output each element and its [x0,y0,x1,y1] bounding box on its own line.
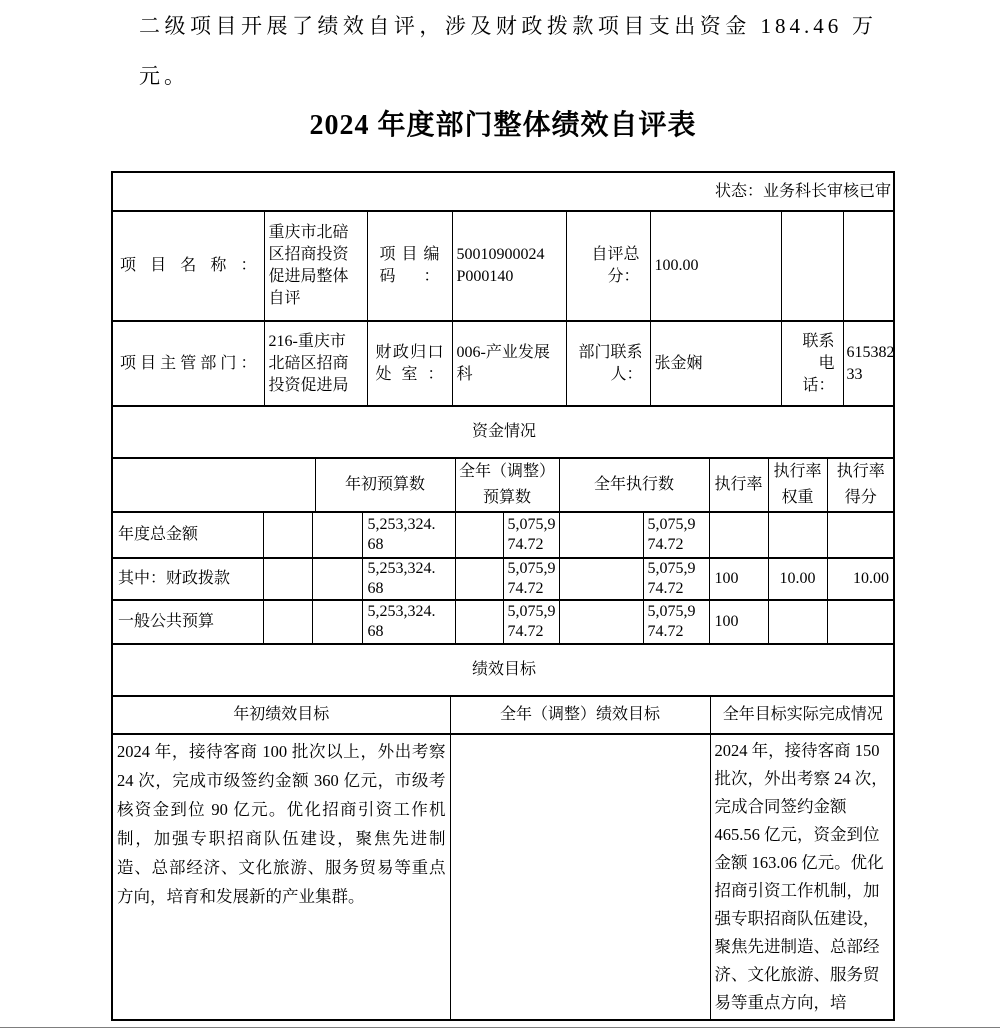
empty-cell [263,558,312,600]
project-name-value: 重庆市北碚区招商投资促进局整体自评 [264,212,367,321]
funding-col-adjusted-budget: 全年（调整）预算数 [455,459,559,512]
funding-cell-score [827,600,894,644]
dept-label: 项目主管部门： [113,321,264,406]
page-title: 2024 年度部门整体绩效自评表 [309,110,697,141]
table-row [113,645,895,696]
goals-col-initial: 年初绩效目标 [113,697,450,734]
empty-cell [559,558,643,600]
empty-cell [312,558,362,600]
funding-data-table [113,513,894,645]
funding-cell-weight: 10.00 [768,558,827,600]
funding-cell-adjusted: 5,075,974.72 [503,600,559,644]
funding-cell-initial: 5,253,324.68 [362,513,455,558]
funding-cell-rate [709,513,768,558]
goals-col-adjusted: 全年（调整）绩效目标 [450,697,710,734]
funding-row-label: 年度总金额 [113,513,263,558]
self-score-value: 100.00 [650,212,781,321]
funding-cell-score: 10.00 [827,558,894,600]
table-row [113,513,894,558]
empty-cell [263,513,312,558]
empty-cell [263,600,312,644]
empty-cell [113,459,315,512]
table-row [113,407,895,458]
funding-cell-rate: 100 [709,600,768,644]
funding-cell-executed: 5,075,974.72 [643,513,709,558]
funding-col-rate: 执行率 [709,459,768,512]
funding-row-label: 一般公共预算 [113,600,263,644]
table-row [113,558,894,600]
funding-header-table [113,459,894,513]
empty-cell [312,600,362,644]
empty-cell [455,513,503,558]
goals-table [113,697,895,1019]
project-name-label: 项目名称： [113,212,264,321]
empty-cell [843,212,895,321]
table-row [113,734,895,1019]
project-code-label: 项目编码： [367,212,452,321]
funding-cell-weight [768,513,827,558]
finance-office-value: 006-产业发展科 [452,321,566,406]
funding-cell-initial: 5,253,324.68 [362,558,455,600]
table-row [113,459,894,512]
funding-col-initial-budget: 年初预算数 [315,459,455,512]
funding-cell-adjusted: 5,075,974.72 [503,558,559,600]
funding-col-rate-weight: 执行率权重 [768,459,827,512]
status-table [113,173,895,212]
empty-cell [559,513,643,558]
funding-cell-adjusted: 5,075,974.72 [503,513,559,558]
empty-cell [781,212,843,321]
table-row [113,600,894,644]
table-row [113,321,895,406]
project-info-table [113,212,895,407]
funding-cell-initial: 5,253,324.68 [362,600,455,644]
goals-col-actual: 全年目标实际完成情况 [710,697,895,734]
intro-paragraph: 二级项目开展了绩效自评，涉及财政拨款项目支出资金 184.46 万元。 [139,14,877,88]
funding-section-title: 资金情况 [113,407,895,458]
table-row [113,173,895,211]
finance-office-label: 财政归口处室： [367,321,452,406]
phone-label: 联系电话： [781,321,843,406]
goal-initial-text: 2024 年，接待客商 100 批次以上，外出考察 24 次，完成市级签约金额 360 亿元，市级考核资金到位 90 亿元。优化招商引资工作机制，加强专职招商队伍建设，聚焦先进制造、总部经济、文化旅游、服务贸易等重点方向，培育和发展新的产业集群。 [113,734,450,1019]
page-cut-line [0,1027,1000,1028]
goal-adjusted-text [450,734,710,1019]
funding-cell-score [827,513,894,558]
funding-row-label: 其中：财政拨款 [113,558,263,600]
status-text: 状态：业务科长审核已审 [113,173,895,211]
empty-cell [455,558,503,600]
project-code-value: 50010900024P000140 [452,212,566,321]
contact-label: 部门联系人： [566,321,650,406]
table-row [113,697,895,734]
goals-section-title: 绩效目标 [113,645,895,696]
funding-cell-weight [768,600,827,644]
goal-actual-text: 2024 年，接待客商 150 批次，外出考察 24 次，完成合同签约金额 465.56 亿元，资金到位金额 163.06 亿元。优化招商引资工作机制，加强专职招商队伍建设，聚焦先进制造、总部经济、文化旅游、服务贸易等重点方向，培 [714,741,888,1012]
goals-caption-table [113,645,895,697]
funding-cell-executed: 5,075,974.72 [643,558,709,600]
empty-cell [312,513,362,558]
self-evaluation-table [111,171,895,1021]
funding-col-rate-score: 执行率得分 [827,459,894,512]
table-row [113,212,895,321]
self-score-label: 自评总分： [566,212,650,321]
funding-cell-executed: 5,075,974.72 [643,600,709,644]
empty-cell [559,600,643,644]
funding-caption-table [113,407,895,459]
phone-value: 61538233 [843,321,895,406]
dept-value: 216-重庆市北碚区招商投资促进局 [264,321,367,406]
funding-col-executed: 全年执行数 [559,459,709,512]
funding-cell-rate: 100 [709,558,768,600]
empty-cell [455,600,503,644]
contact-value: 张金娴 [650,321,781,406]
